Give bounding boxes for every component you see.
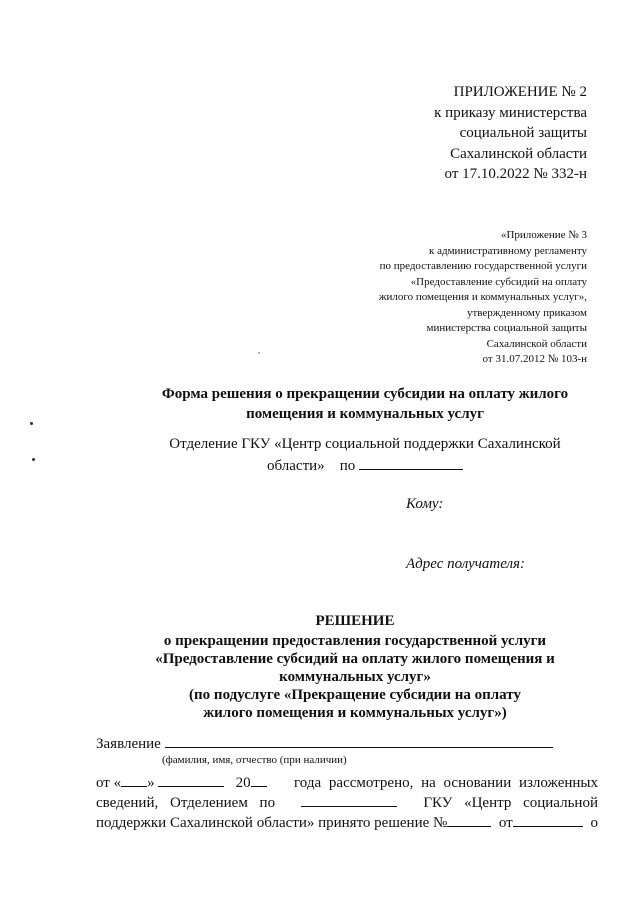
branch-field[interactable] [301, 792, 397, 807]
day-field[interactable] [121, 772, 147, 787]
department-block [140, 434, 590, 476]
appendix-sub-line: министерства социальной защиты [426, 322, 587, 334]
decision-line: «Предоставление субсидий на оплату жилого помещения и [155, 651, 555, 667]
decision-number-field[interactable] [447, 812, 491, 827]
appendix-sub-line: от 31.07.2012 № 103-н [482, 353, 587, 365]
recipient-address-label: Адрес получателя: [406, 556, 526, 572]
appendix-sub [379, 228, 587, 368]
decision-block [120, 612, 590, 722]
appendix-sub-line: утвержденному приказом [466, 306, 587, 319]
date-from-label: от [96, 775, 110, 791]
appendix-sub-line: по предоставлению государственной услуги [379, 260, 587, 272]
form-title-line: помещения и коммунальных услуг [246, 406, 484, 422]
year-text: года рассмотрено, на основании изложенных [294, 775, 598, 791]
body-line-2-left: сведений, Отделением по [96, 795, 276, 811]
form-title-line: Форма решения о прекращении субсидии на оплату жилого [161, 386, 569, 402]
department-po: по [339, 458, 356, 474]
appendix-main [434, 82, 587, 185]
decision-date-field[interactable] [513, 812, 583, 827]
scan-speck [258, 352, 260, 354]
decision-line: о прекращении предоставления государственной услуги [163, 633, 547, 649]
department-region: области» [267, 458, 325, 474]
month-field[interactable] [158, 772, 224, 787]
date-line [96, 772, 598, 792]
scan-dot [32, 458, 35, 461]
body-line-3-end: о [590, 815, 598, 831]
quote-open: « [113, 775, 122, 791]
date-line-left [96, 772, 267, 792]
statement-label: Заявление [96, 736, 161, 752]
body-line-3-text [96, 812, 583, 832]
appendix-sub-line: к административному регламенту [429, 244, 587, 257]
appendix-sub-line: «Приложение № 3 [500, 229, 587, 241]
department-line-2 [140, 454, 590, 476]
appendix-main-line: от 17.10.2022 № 332-н [444, 166, 587, 182]
body-line-2 [96, 792, 598, 812]
decision-line: (по подуслуге «Прекращение субсидии на оплату [189, 687, 521, 703]
fio-hint: (фамилия, имя, отчество (при наличии) [162, 754, 347, 766]
appendix-main-line: Сахалинской области [450, 145, 587, 162]
body-line-3 [96, 812, 598, 832]
department-blank-field[interactable] [359, 454, 463, 470]
recipient-to-label: Кому: [406, 496, 444, 512]
decision-number-label: поддержки Сахалинской области» принято решение № [96, 815, 448, 831]
decision-date-label: от [498, 815, 513, 831]
form-title [140, 384, 590, 424]
decision-line: жилого помещения и коммунальных услуг») [203, 705, 507, 721]
year-field[interactable] [251, 772, 267, 787]
body-line-2-right: ГКУ «Центр социальной [423, 795, 598, 811]
department-line: Отделение ГКУ «Центр социальной поддержки Сахалинской [169, 436, 561, 452]
appendix-sub-line: жилого помещения и коммунальных услуг», [378, 291, 587, 303]
appendix-main-line: ПРИЛОЖЕНИЕ № 2 [453, 84, 587, 100]
decision-line: коммунальных услуг» [279, 669, 431, 685]
decision-heading: РЕШЕНИЕ [315, 613, 395, 629]
appendix-sub-line: «Предоставление субсидий на оплату [410, 275, 587, 288]
appendix-sub-line: Сахалинской области [486, 337, 587, 350]
century-label: 20 [235, 775, 251, 791]
statement-name-field[interactable] [165, 732, 553, 748]
appendix-main-line: к приказу министерства [434, 104, 587, 121]
quote-close: » [147, 775, 155, 791]
appendix-main-line: социальной защиты [459, 125, 587, 141]
statement-line [96, 732, 598, 753]
scan-dot [30, 422, 33, 425]
